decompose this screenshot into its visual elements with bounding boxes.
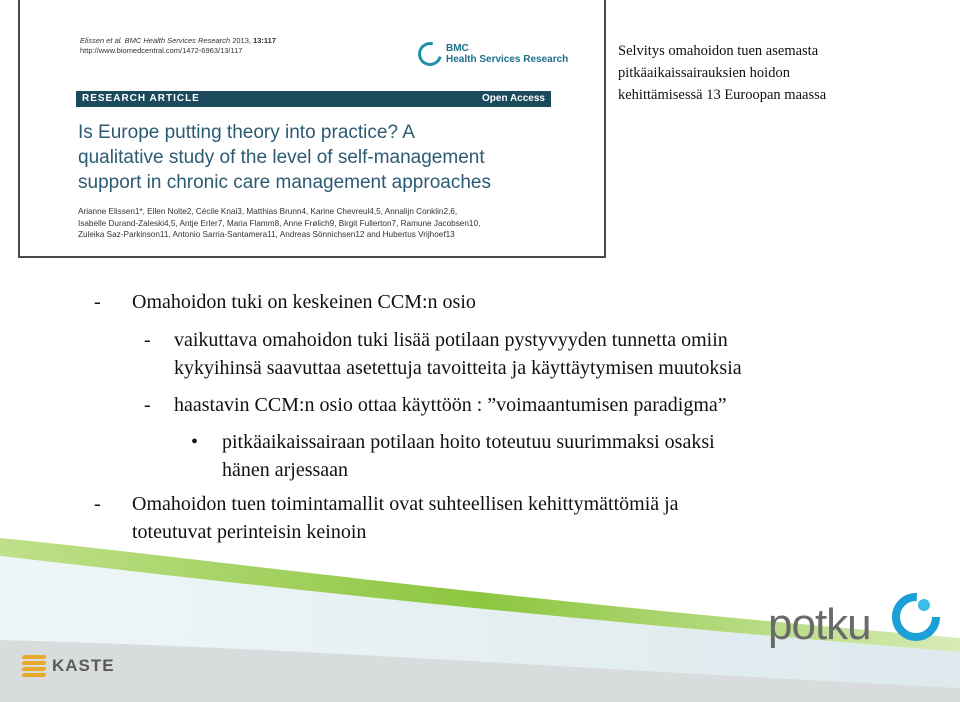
dash-marker: -	[144, 394, 151, 416]
article-title	[78, 120, 558, 195]
citation-authors: Elissen et al.	[80, 36, 123, 45]
kaste-logo-text: KASTE	[52, 656, 115, 675]
article-title-line: support in chronic care management approaches	[78, 172, 491, 193]
article-authors	[78, 206, 548, 241]
article-title-line: Is Europe putting theory into practice? A	[78, 122, 415, 143]
authors-line: Arianne Elissen1*, Ellen Nolte2, Cécile Knai3, Matthias Brunn4, Karine Chevreul4,5, Annalijn Conklin2,6,	[78, 207, 458, 216]
authors-line: Zuleika Saz-Parkinson11, Antonio Sarria-Santamera11, Andreas Sönnichsen12 and Hubertus Vrijhoef13	[78, 230, 455, 239]
article-title-line: qualitative study of the level of self-management	[78, 147, 485, 168]
citation-journal: BMC Health Services Research	[124, 36, 231, 45]
kaste-logo-icon	[22, 655, 46, 677]
bullet-text: kykyihinsä saavuttaa asetettuja tavoitteita ja käyttäytymisen muutoksia	[174, 357, 742, 379]
dash-marker: -	[94, 493, 101, 515]
side-note-line: pitkäaikaissairauksien hoidon	[618, 65, 790, 81]
article-header-image	[18, 0, 606, 258]
bullet-text: haastavin CCM:n osio ottaa käyttöön : ”voimaantumisen paradigma”	[174, 394, 727, 416]
bmc-logo-line2: Health Services Research	[446, 54, 569, 65]
potku-swirl-icon	[891, 592, 941, 642]
bullet-text: vaikuttava omahoidon tuki lisää potilaan pystyvyyden tunnetta omiin	[174, 329, 728, 351]
bmc-logo	[418, 42, 568, 66]
citation	[80, 36, 276, 56]
side-note-line: Selvitys omahoidon tuen asemasta	[618, 43, 819, 59]
side-note-line: kehittämisessä 13 Euroopan maassa	[618, 87, 827, 103]
bullet-text: toteutuvat perinteisin keinoin	[132, 521, 367, 543]
citation-year: 2013,	[232, 36, 251, 45]
article-type-bar	[76, 91, 551, 107]
kaste-logo	[22, 655, 115, 677]
citation-volume: 13:117	[253, 36, 277, 45]
article-type-label: RESEARCH ARTICLE	[82, 93, 200, 104]
citation-url: http://www.biomedcentral.com/1472-6963/13/117	[80, 46, 243, 55]
potku-logo-text: potku	[768, 600, 871, 649]
bullet-text: hänen arjessaan	[222, 459, 349, 481]
potku-logo	[768, 600, 871, 650]
authors-line: Isabelle Durand-Zaleski4,5, Antje Erler7, Maria Flamm8, Anne Frølich9, Birgit Fullerton7, Ramune Jacobsen10,	[78, 218, 481, 228]
bullet-text: pitkäaikaissairaan potilaan hoito toteutuu suurimmaksi osaksi	[222, 431, 715, 453]
dash-marker: -	[94, 291, 101, 313]
bullet-text: Omahoidon tuen toimintamallit ovat suhteellisen kehittymättömiä ja	[132, 493, 679, 515]
bmc-logo-line1: BMC	[446, 43, 469, 54]
dash-marker: -	[144, 329, 151, 351]
bmc-logo-icon	[414, 38, 447, 71]
bullet-text: Omahoidon tuki on keskeinen CCM:n osio	[132, 291, 476, 313]
side-note	[618, 40, 948, 106]
open-access-label: Open Access	[482, 93, 545, 104]
bullet-dot: •	[191, 431, 199, 453]
